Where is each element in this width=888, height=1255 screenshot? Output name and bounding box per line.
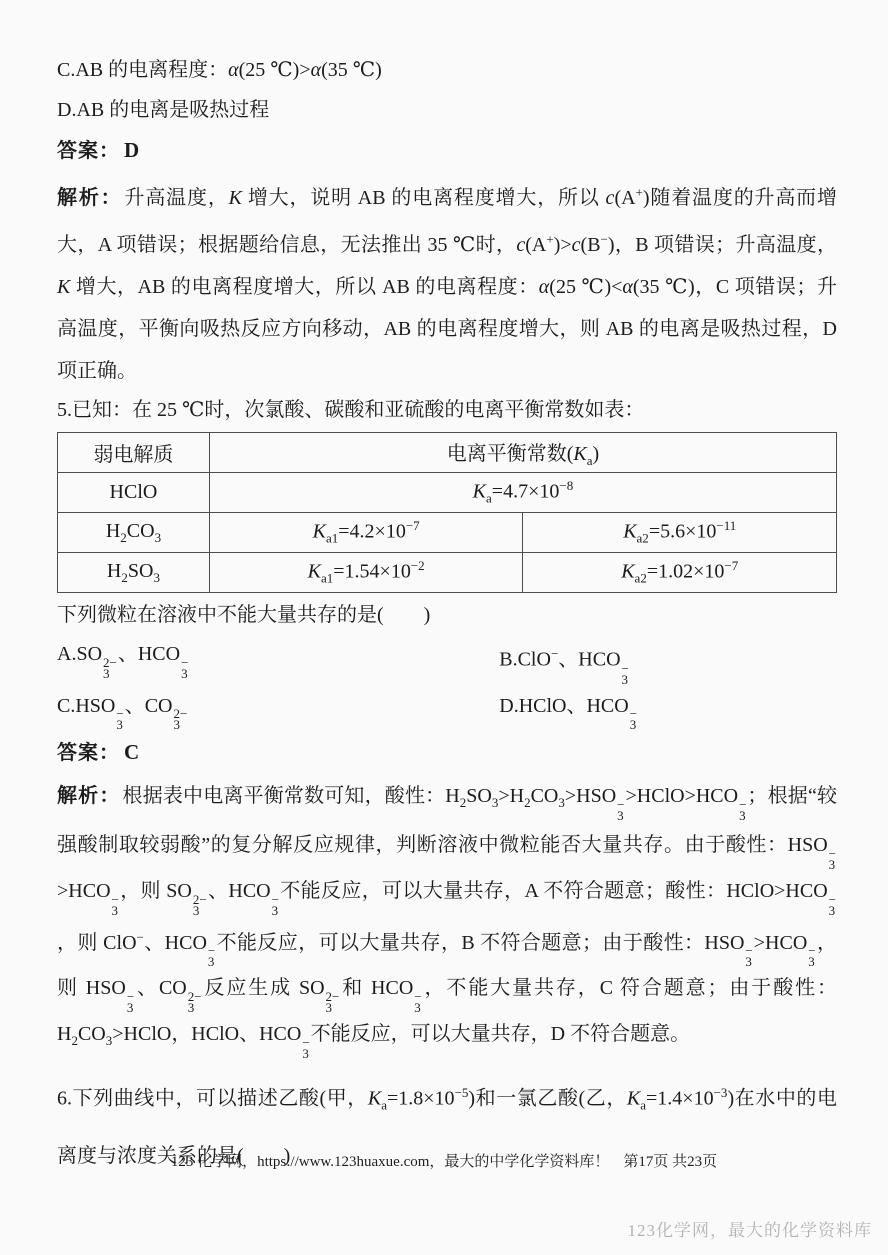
- cell-substance-hclo: HClO: [58, 473, 210, 513]
- q5-analysis-body: 根据表中电离平衡常数可知，酸性：$H_2SO_3>H_2CO_3>HSO$ − 3 >HClO>HCO − 3 ；根据“较强酸制取较弱酸”的复分解反应规律，判断溶液中微粒能否大量共存。由于酸性：HSO − 3 >HCO − 3 ，则 SO 2− 3 、HCO − 3 不能反应，可以大量共存，A 不符合题意；酸性：HClO>HCO − 3 ，则 ClO−、HCO − 3 不能反应，可以大量共存，B 不符合题意；由于酸性：HSO − 3 >HCO − 3 ，则 HSO − 3 、CO 2− 3 反应生成 SO 2− 3 和 HCO − 3 ，不能大量共存，C 符合题意；由于酸性：$H_2CO_3>HClO$，HClO、HCO − 3 不能反应，可以大量共存，D 不符合题意。: [57, 785, 838, 1061]
- q5-analysis-label: 解析：: [57, 785, 121, 808]
- table-row-h2so3: [58, 553, 837, 593]
- footer-site-text: 123 化学网，https://www.123huaxue.com，最大的中学化学资料库！: [170, 1154, 610, 1170]
- table-row-h2co3: [58, 513, 837, 553]
- cell-ka2-h2co3: $K_{a2}=5.6\times 10^{-11}$: [523, 513, 837, 553]
- q4-answer-line: [57, 130, 837, 171]
- q4-analysis: [57, 171, 837, 392]
- ionization-constants-table: [57, 432, 837, 593]
- cell-ka2-h2so3: $K_{a2}=1.02\times 10^{-7}$: [523, 553, 837, 593]
- q5-answer-label: 答案：: [57, 742, 120, 765]
- cell-substance-h2so3: $H_2SO_3$: [58, 553, 210, 593]
- table-row-hclo: [58, 473, 837, 513]
- q5-option-a: A.SO 2− 3 、HCO − 3: [57, 643, 189, 682]
- table-header-substance: 弱电解质: [58, 433, 210, 473]
- cell-substance-h2co3: $H_2CO_3$: [58, 513, 210, 553]
- q5-analysis: [57, 775, 837, 1062]
- cell-ka1-h2so3: $K_{a1}=1.54\times 10^{-2}$: [209, 553, 523, 593]
- q4-answer-label: 答案：: [57, 140, 120, 162]
- footer-page-info: 第17页 共23页: [623, 1154, 718, 1170]
- q4-answer-value: D: [124, 138, 140, 162]
- q5-option-c: C.HSO − 3 、CO 2− 3: [57, 694, 188, 733]
- q4-analysis-label: 解析：: [57, 186, 123, 209]
- watermark: 123化学网，最大的化学资料库: [627, 1221, 872, 1240]
- q5-stem: 5.已知：在 25 ℃时，次氯酸、碳酸和亚硫酸的电离平衡常数如表：: [57, 399, 645, 422]
- table-header-row: [58, 433, 837, 473]
- q5-option-d: D.HClO、HCO − 3: [499, 694, 638, 733]
- q4-analysis-body: 升高温度，K 增大，说明 AB 的电离程度增大，所以 c(A+)随着温度的升高而增大，A 项错误；根据题给信息，无法推出 35 ℃时，c(A+)>c(B−)，B 项错误；升高温度，K 增大，AB 的电离程度增大，所以 AB 的电离程度：α(25 ℃)<α(35 ℃)，C 项错误；升高温度，平衡向吸热反应方向移动，AB 的电离程度增大，则 AB 的电离是吸热过程，D 项正确。: [57, 184, 838, 383]
- cell-ka1-h2co3: $K_{a1}=4.2\times 10^{-7}$: [209, 513, 523, 553]
- q5-question: 下列微粒在溶液中不能大量共存的是( ): [57, 604, 431, 627]
- q6-stem: 6.下列曲线中，可以描述乙酸(甲，$K_a=1.8\times 10^{-5}$)和一氯乙酸(乙，$K_a=1.4\times 10^{-3}$)在水中的电离度与浓度关系的是( ): [57, 1085, 837, 1167]
- q5-options: [57, 633, 837, 733]
- q4-option-d: D.AB 的电离是吸热过程: [57, 99, 270, 121]
- q5-answer-line: [57, 730, 837, 775]
- q5-answer-value: C: [124, 740, 140, 765]
- q5-option-b: B.ClO−、HCO − 3: [499, 646, 629, 687]
- page-footer: [0, 1150, 888, 1171]
- q4-option-c: C.AB 的电离程度：α(25 ℃)>α(35 ℃): [57, 59, 382, 81]
- table-header-ka: 电离平衡常数$(K_a)$: [209, 433, 836, 473]
- cell-ka-hclo: $K_a=4.7\times 10^{-8}$: [209, 473, 836, 513]
